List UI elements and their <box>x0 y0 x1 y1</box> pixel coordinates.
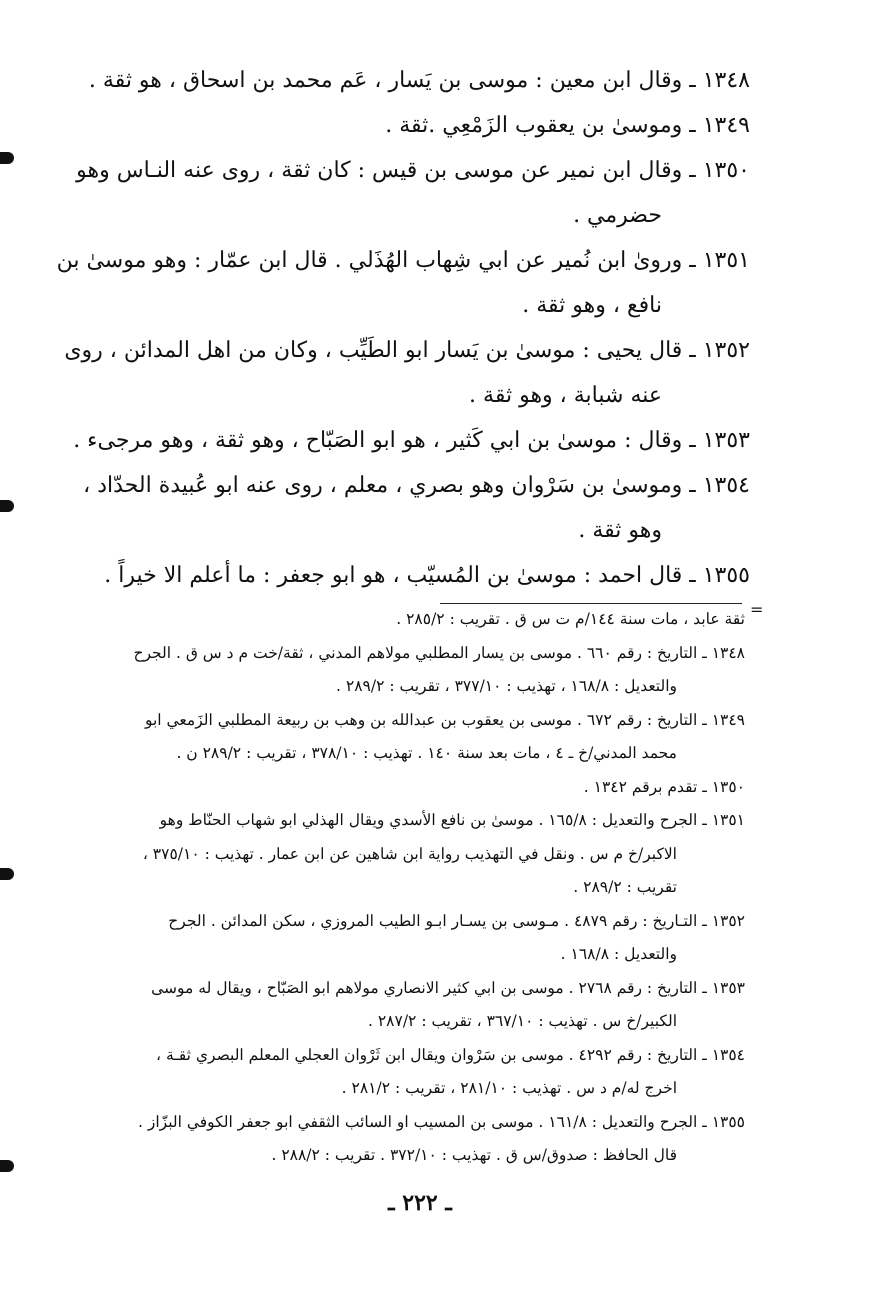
footnote-line: ثقة عابد ، مات سنة ١٤٤/م ت س ق . تقريب : ٢٨٥/٢ . <box>396 610 745 628</box>
footnote-continuation: قال الحافظ : صدوق/س ق . تهذيب : ٣٧٢/١٠ . تقريب : ٢٨٨/٢ . <box>271 1146 677 1164</box>
footnote-1351 <box>55 804 745 905</box>
entry-line: ١٣٤٩ ـ وموسىٰ بن يعقوب الزَمْعِي .ثقة . <box>385 113 750 138</box>
footnote-continuation: تقريب : ٢٨٩/٢ . <box>573 878 677 896</box>
entry-line: ١٣٥١ ـ وروىٰ ابن نُمير عن ابي شِهاب الهُذَلي . قال ابن عمّار : وهو موسىٰ بن <box>56 248 750 273</box>
entry-line: ١٣٥٥ ـ قال احمد : موسىٰ بن المُسيّب ، هو ابو جعفر : ما أعلم الا خيراً . <box>104 563 750 588</box>
footnote-1354 <box>55 1039 745 1106</box>
entry-line: ١٣٤٨ ـ وقال ابن معين : موسى بن يَسار ، عَم محمد بن اسحاق ، هو ثقة . <box>88 68 750 93</box>
footnote-continued <box>55 603 745 637</box>
entry-1355 <box>55 553 750 598</box>
entry-continuation: نافع ، وهو ثقة . <box>522 293 662 318</box>
entry-1354 <box>55 463 750 553</box>
entry-line: ١٣٥٣ ـ وقال : موسىٰ بن ابي كَثير ، هو ابو الصَبّاح ، وهو ثقة ، وهو مرجىء . <box>73 428 750 453</box>
footnote-continuation: اخرج له/م د س . تهذيب : ٢٨١/١٠ ، تقريب : ٢٨١/٢ . <box>341 1079 677 1097</box>
footnote-continuation: والتعديل : ١٦٨/٨ ، تهذيب : ٣٧٧/١٠ ، تقريب : ٢٨٩/٢ . <box>336 677 677 695</box>
entry-1353 <box>55 418 750 463</box>
footnote-1350 <box>55 771 745 805</box>
footnote-line: ١٣٥٥ ـ الجرح والتعديل : ١٦١/٨ . موسى بن المسيب او السائب الثقفي ابو جعفر الكوفي البزّاز . <box>138 1112 745 1131</box>
footnote-continuation: محمد المدني/خ ـ ٤ ، مات بعد سنة ١٤٠ . تهذيب : ٣٧٨/١٠ ، تقريب : ٢٨٩/٢ ن . <box>176 744 677 762</box>
main-text <box>55 58 750 598</box>
entry-1352 <box>55 328 750 418</box>
entry-1349 <box>55 103 750 148</box>
entry-line: ١٣٥٤ ـ وموسىٰ بن سَرْوان وهو بصري ، معلم ، روى عنه ابو عُبيدة الحدّاد ، <box>83 473 750 498</box>
footnote-line: ١٣٤٩ ـ التاريخ : رقم ٦٧٢ . موسى بن يعقوب بن عبدالله بن وهب بن ربيعة المطلبي الزَمعي ابو <box>144 710 745 729</box>
footnote-line: ١٣٥١ ـ الجرح والتعديل : ١٦٥/٨ . موسىٰ بن نافع الأسدي ويقال الهذلي ابو شهاب الحنّاط وهو <box>159 811 745 829</box>
entry-continuation: وهو ثقة . <box>578 518 662 543</box>
footnote-1352 <box>55 905 745 972</box>
footnote-line: ١٣٥٤ ـ التاريخ : رقم ٤٢٩٢ . موسى بن سَرْوان ويقال ابن ثَرْوان العجلي المعلم البصري ثقـة ، <box>156 1045 745 1064</box>
entry-1351 <box>55 238 750 328</box>
entry-continuation: عنه شبابة ، وهو ثقة . <box>469 383 662 408</box>
footnote-1353 <box>55 972 745 1039</box>
footnote-continuation: الكبير/خ س . تهذيب : ٣٦٧/١٠ ، تقريب : ٢٨٧/٢ . <box>368 1012 677 1030</box>
footnotes <box>55 603 745 1173</box>
footnote-line: ١٣٤٨ ـ التاريخ : رقم ٦٦٠ . موسى بن يسار المطلبي مولاهم المدني ، ثقة/خت م د س ق . الجرح <box>133 643 745 662</box>
entry-line: ١٣٥٢ ـ قال يحيى : موسىٰ بن يَسار ابو الطَيِّب ، وكان من اهل المدائن ، روى <box>64 338 750 363</box>
footnote-line: ١٣٥٢ ـ التـاريخ : رقم ٤٨٧٩ . مـوسى بن يسـار ابـو الطيب المروزي ، سكن المدائن . الجرح <box>168 911 745 930</box>
entry-1350 <box>55 148 750 238</box>
scan-edge-mark <box>0 1160 14 1172</box>
scan-edge-mark <box>0 868 14 880</box>
scan-edge-mark <box>0 152 14 164</box>
footnote-continuation: الاكبر/خ م س . ونقل في التهذيب رواية ابن شاهين عن ابن عمار . تهذيب : ٣٧٥/١٠ ، <box>142 844 677 863</box>
footnote-line: ١٣٥٣ ـ التاريخ : رقم ٢٧٦٨ . موسى بن ابي كثير الانصاري مولاهم ابو الصَبّاح ، ويقال له موسى <box>151 978 745 997</box>
scan-edge-mark <box>0 500 14 512</box>
footnote-1349 <box>55 704 745 771</box>
footnote-continuation-marker: = <box>750 600 764 619</box>
footnote-1348 <box>55 637 745 704</box>
footnote-continuation: والتعديل : ١٦٨/٨ . <box>560 945 677 963</box>
footnote-line: ١٣٥٠ ـ تقدم برقم ١٣٤٢ . <box>583 777 745 796</box>
entry-continuation: حضرمي . <box>573 203 662 228</box>
page-number: ـ ٢٢٢ ـ <box>388 1190 452 1216</box>
footnote-1355 <box>55 1106 745 1173</box>
entry-line: ١٣٥٠ ـ وقال ابن نمير عن موسى بن قيس : كان ثقة ، روى عنه النـاس وهو <box>76 158 750 183</box>
entry-1348 <box>55 58 750 103</box>
